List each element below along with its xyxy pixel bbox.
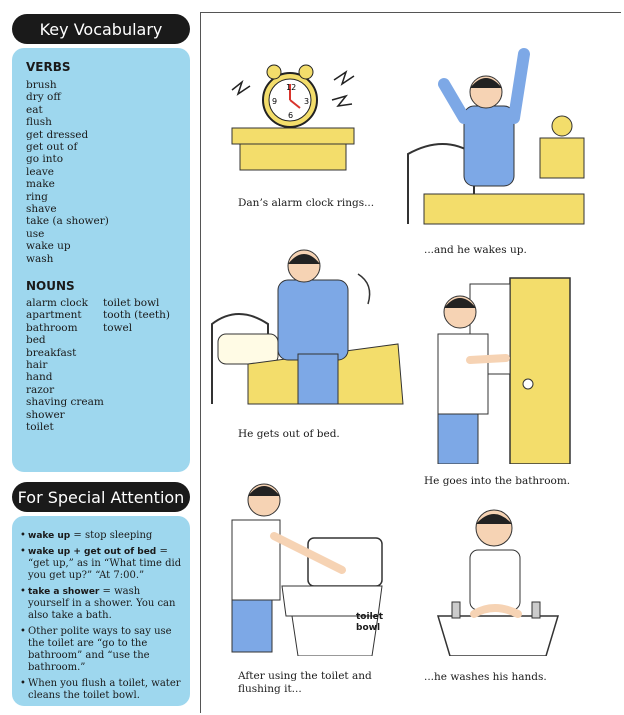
noun-item: toilet bowl (103, 297, 160, 309)
toilet-bowl-label-line2: bowl (356, 623, 381, 633)
svg-text:12: 12 (286, 83, 297, 92)
attention-text: When you flush a toilet, water cleans the toilet bowl. (28, 678, 181, 701)
attention-item (20, 678, 184, 702)
noun-item: alarm clock (26, 297, 88, 309)
caption-alarm-rings: Dan’s alarm clock rings... (238, 197, 375, 209)
attention-term: wake up (28, 531, 71, 541)
verbs-list (26, 79, 109, 265)
verb-item: take (a shower) (26, 215, 109, 228)
washes-hands-illustration (434, 506, 564, 656)
svg-text:3: 3 (304, 97, 310, 106)
noun-item: apartment (26, 309, 82, 322)
verb-item: leave (26, 165, 54, 178)
attention-text: = wash yourself in a shower. You can also take a bath. (28, 586, 176, 621)
caption-goes-into-bathroom: He goes into the bathroom. (424, 475, 571, 487)
key-vocabulary-header (12, 14, 190, 44)
noun-item: towel (103, 321, 133, 334)
noun-item: razor (26, 383, 55, 396)
noun-item: toilet (26, 421, 54, 434)
attention-item (20, 530, 184, 542)
special-attention-header (12, 482, 190, 512)
gets-out-of-bed-illustration (208, 244, 408, 414)
attention-term: take a shower (28, 587, 100, 597)
caption-gets-out-of-bed: He gets out of bed. (238, 428, 340, 440)
nouns-list-col1 (26, 297, 104, 433)
noun-item: breakfast (26, 346, 77, 359)
verb-item: shave (26, 203, 57, 216)
attention-text: Other polite ways to say use the toilet are “go to the bathroom” and “use the bathroom.” (28, 626, 172, 673)
noun-item: bathroom (26, 321, 78, 334)
verb-item: dry off (26, 91, 61, 104)
verb-item: get out of (26, 141, 78, 154)
attention-term: wake up + get out of bed (28, 547, 157, 557)
verb-item: go into (26, 153, 64, 166)
verb-item: ring (26, 190, 48, 203)
attention-item (20, 586, 184, 622)
alarm-clock-illustration (222, 60, 372, 180)
caption-wakes-up: ...and he wakes up. (424, 244, 527, 256)
caption-washes-hands: ...he washes his hands. (424, 671, 547, 683)
caption-after-using-toilet-line2: flushing it... (238, 682, 302, 695)
verb-item: wash (26, 252, 54, 265)
goes-into-bathroom-illustration (430, 274, 580, 464)
noun-item: tooth (teeth) (103, 309, 171, 322)
noun-item: hair (26, 359, 48, 372)
wakes-up-illustration (404, 44, 594, 234)
attention-text: = “get up,” as in “What time did you get up?” “At 7:00.” (28, 546, 182, 581)
special-attention-list (20, 530, 184, 706)
toilet-bowl-label-line1: toilet (356, 612, 384, 622)
noun-item: shower (26, 408, 65, 421)
verb-item: wake up (26, 240, 71, 253)
verb-item: use (26, 227, 45, 240)
special-attention-title: For Special Attention (17, 487, 185, 507)
verb-item: brush (26, 79, 57, 91)
nouns-heading: NOUNS (26, 279, 75, 293)
attention-item (20, 546, 184, 582)
verbs-heading: VERBS (26, 60, 71, 74)
caption-after-using-toilet-line1: After using the toilet and (238, 670, 372, 682)
nouns-list-col2 (103, 297, 170, 334)
verb-item: eat (26, 103, 43, 116)
caption-after-using-toilet (238, 670, 372, 695)
svg-text:9: 9 (272, 97, 278, 106)
verb-item: get dressed (26, 128, 89, 141)
attention-text: = stop sleeping (70, 530, 153, 541)
attention-item (20, 626, 184, 674)
noun-item: hand (26, 371, 53, 384)
svg-text:6: 6 (288, 111, 294, 120)
toilet-bowl-label (356, 612, 383, 634)
noun-item: bed (26, 334, 46, 347)
verb-item: flush (26, 116, 52, 129)
key-vocabulary-title: Key Vocabulary (39, 19, 163, 39)
verb-item: make (26, 178, 55, 191)
noun-item: shaving cream (26, 396, 104, 409)
